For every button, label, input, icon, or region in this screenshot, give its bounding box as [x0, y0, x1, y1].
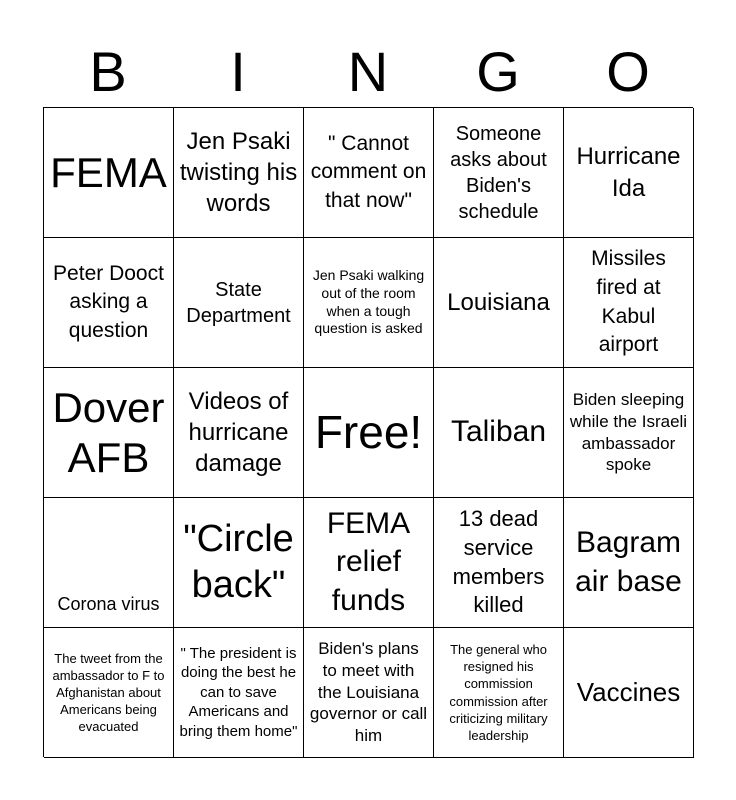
bingo-cell[interactable]: "Circle back"	[174, 498, 304, 628]
bingo-cell[interactable]: Biden sleeping while the Israeli ambassador spoke	[564, 368, 694, 498]
bingo-cell[interactable]: Dover AFB	[44, 368, 174, 498]
bingo-board	[43, 107, 693, 757]
bingo-cell[interactable]: FEMA	[44, 108, 174, 238]
bingo-cell[interactable]: FEMA relief funds	[304, 498, 434, 628]
bingo-cell[interactable]: Biden's plans to meet with the Louisiana governor or call him	[304, 628, 434, 758]
bingo-cell[interactable]: Louisiana	[434, 238, 564, 368]
header-letter-g: G	[476, 40, 520, 103]
bingo-cell[interactable]: Someone asks about Biden's schedule	[434, 108, 564, 238]
bingo-cell[interactable]: Peter Dooct asking a question	[44, 238, 174, 368]
bingo-cell[interactable]: Vaccines	[564, 628, 694, 758]
bingo-cell[interactable]: Jen Psaki walking out of the room when a tough question is asked	[304, 238, 434, 368]
bingo-cell[interactable]: Missiles fired at Kabul airport	[564, 238, 694, 368]
bingo-cell[interactable]: The tweet from the ambassador to F to Afghanistan about Americans being evacuated	[44, 628, 174, 758]
header-letter-o: O	[606, 40, 650, 103]
bingo-cell[interactable]: Corona virus	[44, 498, 174, 628]
bingo-cell[interactable]: Jen Psaki twisting his words	[174, 108, 304, 238]
header-letter-n: N	[347, 40, 389, 103]
bingo-cell[interactable]: Bagram air base	[564, 498, 694, 628]
bingo-cell[interactable]: " The president is doing the best he can to save Americans and bring them home"	[174, 628, 304, 758]
bingo-cell[interactable]: Hurricane Ida	[564, 108, 694, 238]
header-letter-b: B	[89, 40, 127, 103]
bingo-cell[interactable]: " Cannot comment on that now"	[304, 108, 434, 238]
bingo-header	[43, 40, 693, 104]
bingo-cell[interactable]: The general who resigned his commission commission after criticizing military leadership	[434, 628, 564, 758]
free-space-cell[interactable]: Free!	[304, 368, 434, 498]
bingo-cell[interactable]: Videos of hurricane damage	[174, 368, 304, 498]
header-letter-i: I	[230, 40, 246, 103]
bingo-cell[interactable]: Taliban	[434, 368, 564, 498]
bingo-cell[interactable]: State Department	[174, 238, 304, 368]
bingo-cell[interactable]: 13 dead service members killed	[434, 498, 564, 628]
